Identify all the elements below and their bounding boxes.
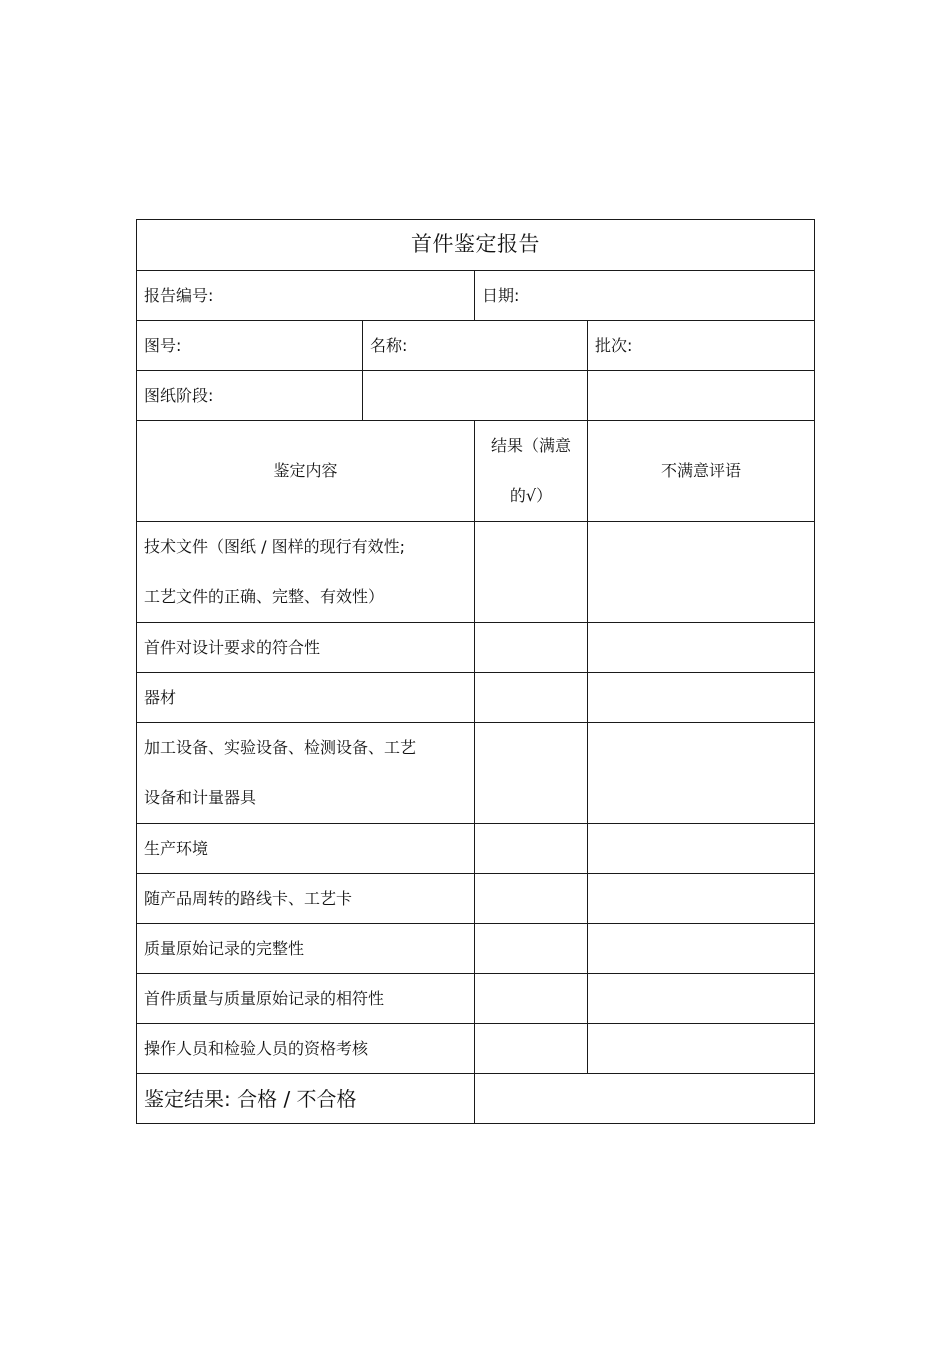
item-result-cell[interactable] xyxy=(475,723,588,824)
table-row xyxy=(137,824,815,874)
item-content-line2: 工艺文件的正确、完整、有效性） xyxy=(144,587,385,606)
first-article-inspection-report-table xyxy=(136,219,815,1124)
column-header-result xyxy=(475,421,588,522)
report-title: 首件鉴定报告 xyxy=(137,220,815,271)
item-result-cell[interactable] xyxy=(475,824,588,874)
item-content: 质量原始记录的完整性 xyxy=(137,924,475,974)
item-result-cell[interactable] xyxy=(475,874,588,924)
table-row xyxy=(137,673,815,723)
item-result-cell[interactable] xyxy=(475,974,588,1024)
item-result-cell[interactable] xyxy=(475,522,588,623)
column-header-result-line2: 的√） xyxy=(509,486,553,505)
item-content: 首件对设计要求的符合性 xyxy=(137,623,475,673)
item-content-line1: 技术文件（图纸 / 图样的现行有效性; xyxy=(144,537,405,556)
drawing-stage-label: 图纸阶段: xyxy=(137,371,363,421)
drawing-number-field[interactable]: 图号: xyxy=(137,321,363,371)
item-result-cell[interactable] xyxy=(475,924,588,974)
column-header-content: 鉴定内容 xyxy=(137,421,475,522)
item-content: 器材 xyxy=(137,673,475,723)
item-comment-cell[interactable] xyxy=(588,522,815,623)
item-content: 生产环境 xyxy=(137,824,475,874)
column-header-result-line1: 结果（满意 xyxy=(490,436,571,455)
item-content-line2: 设备和计量器具 xyxy=(144,788,257,807)
name-field[interactable]: 名称: xyxy=(363,321,588,371)
item-comment-cell[interactable] xyxy=(588,874,815,924)
table-row xyxy=(137,874,815,924)
column-header-comment: 不满意评语 xyxy=(588,421,815,522)
table-row xyxy=(137,1024,815,1074)
table-row xyxy=(137,974,815,1024)
batch-field[interactable]: 批次: xyxy=(588,321,815,371)
item-result-cell[interactable] xyxy=(475,673,588,723)
item-content: 操作人员和检验人员的资格考核 xyxy=(137,1024,475,1074)
table-row xyxy=(137,623,815,673)
item-content: 首件质量与质量原始记录的相符性 xyxy=(137,974,475,1024)
item-comment-cell[interactable] xyxy=(588,623,815,673)
item-result-cell[interactable] xyxy=(475,1024,588,1074)
item-comment-cell[interactable] xyxy=(588,673,815,723)
item-comment-cell[interactable] xyxy=(588,723,815,824)
table-row xyxy=(137,723,815,824)
item-content: 随产品周转的路线卡、工艺卡 xyxy=(137,874,475,924)
inspection-conclusion: 鉴定结果: 合格 / 不合格 xyxy=(137,1074,475,1124)
drawing-stage-value[interactable] xyxy=(363,371,588,421)
table-row xyxy=(137,924,815,974)
date-field[interactable]: 日期: xyxy=(475,271,815,321)
item-content xyxy=(137,522,475,623)
item-comment-cell[interactable] xyxy=(588,924,815,974)
report-number-field[interactable]: 报告编号: xyxy=(137,271,475,321)
item-comment-cell[interactable] xyxy=(588,974,815,1024)
item-content xyxy=(137,723,475,824)
inspection-conclusion-value[interactable] xyxy=(475,1074,815,1124)
item-comment-cell[interactable] xyxy=(588,824,815,874)
item-result-cell[interactable] xyxy=(475,623,588,673)
item-comment-cell[interactable] xyxy=(588,1024,815,1074)
item-content-line1: 加工设备、实验设备、检测设备、工艺 xyxy=(144,738,417,757)
drawing-stage-extra[interactable] xyxy=(588,371,815,421)
table-row xyxy=(137,522,815,623)
